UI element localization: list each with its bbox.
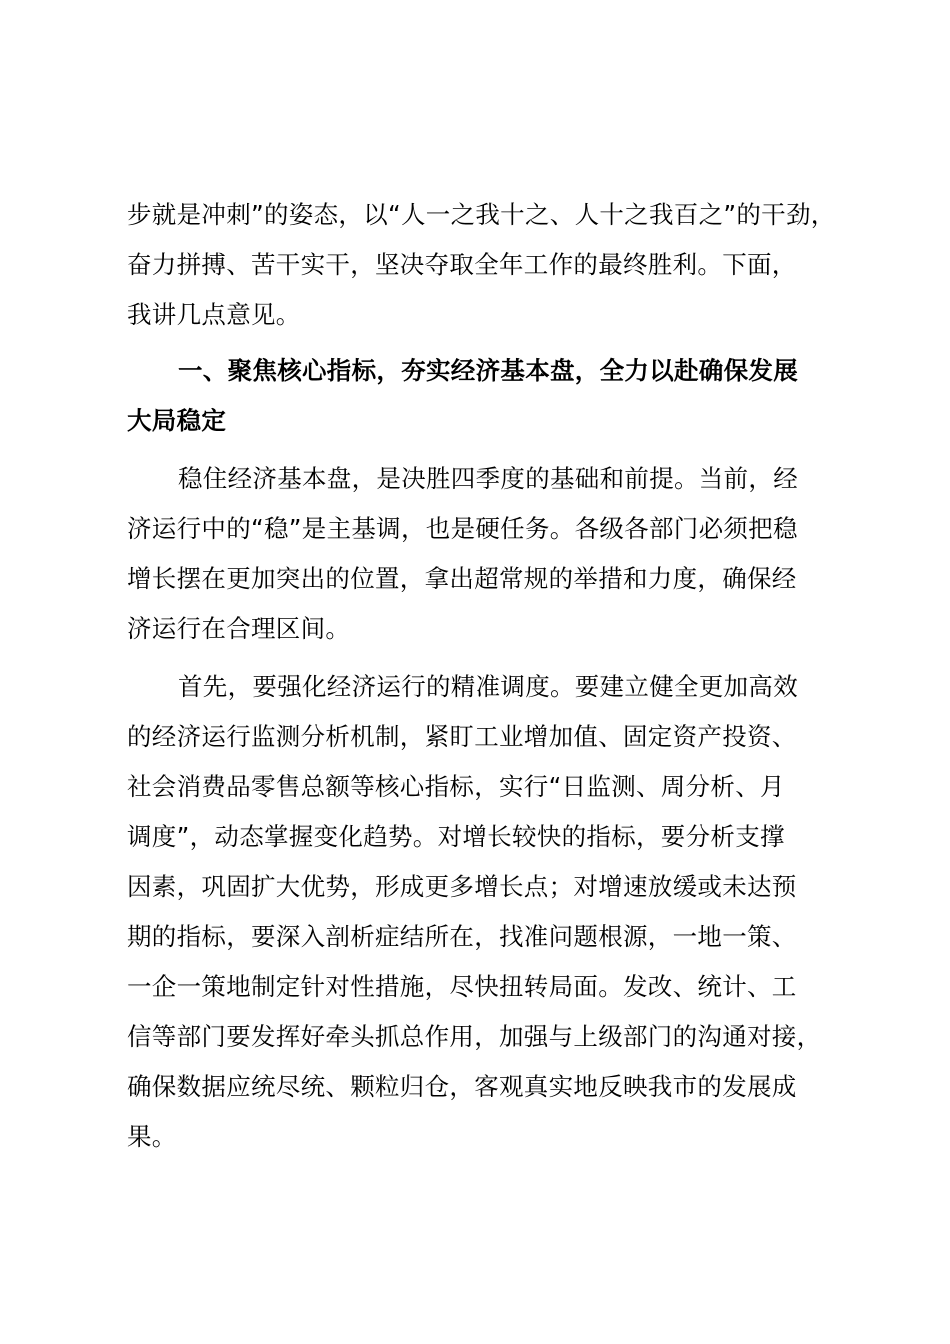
paragraph-line: 社会消费品零售总额等核心指标，实行“日监测、周分析、月 — [127, 772, 785, 801]
section-heading: 大局稳定 — [127, 406, 227, 435]
paragraph-line: 一企一策地制定针对性措施，尽快扭转局面。发改、统计、工 — [127, 972, 797, 1001]
paragraph-line: 增长摆在更加突出的位置，拿出超常规的举措和力度，确保经 — [127, 564, 797, 593]
paragraph-line: 济运行中的“稳”是主基调，也是硬任务。各级各部门必须把稳 — [127, 514, 798, 543]
paragraph-line: 稳住经济基本盘，是决胜四季度的基础和前提。当前，经 — [178, 464, 798, 493]
section-heading: 一、聚焦核心指标，夯实经济基本盘，全力以赴确保发展 — [178, 356, 798, 385]
paragraph-line: 的经济运行监测分析机制，紧盯工业增加值、固定资产投资、 — [127, 722, 797, 751]
paragraph-line: 我讲几点意见。 — [127, 300, 301, 329]
paragraph-line: 期的指标，要深入剖析症结所在，找准问题根源，一地一策、 — [127, 922, 797, 951]
paragraph-line: 首先，要强化经济运行的精准调度。要建立健全更加高效 — [178, 672, 798, 701]
paragraph-line: 确保数据应统尽统、颗粒归仓，客观真实地反映我市的发展成 — [127, 1072, 797, 1101]
paragraph-line: 信等部门要发挥好牵头抓总作用，加强与上级部门的沟通对接， — [127, 1022, 822, 1051]
paragraph-line: 步就是冲刺”的姿态，以“人一之我十之、人十之我百之”的干劲， — [127, 200, 836, 229]
paragraph-line: 奋力拼搏、苦干实干，坚决夺取全年工作的最终胜利。下面， — [127, 250, 797, 279]
paragraph-line: 因素，巩固扩大优势，形成更多增长点；对增速放缓或未达预 — [127, 872, 797, 901]
paragraph-line: 调度”，动态掌握变化趋势。对增长较快的指标，要分析支撑 — [127, 822, 785, 851]
paragraph-line: 济运行在合理区间。 — [127, 614, 351, 643]
paragraph-line: 果。 — [127, 1122, 177, 1151]
